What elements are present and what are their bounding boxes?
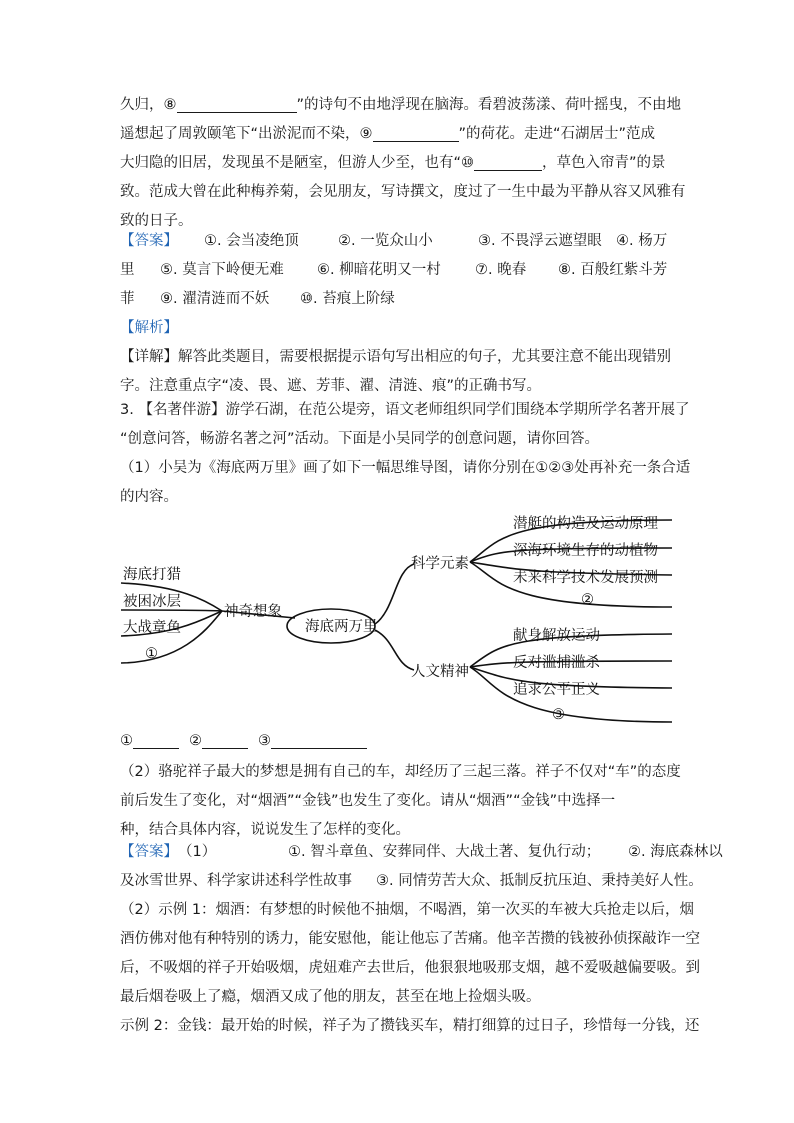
mindmap-bottom-item: 追求公平正义 [513, 682, 600, 698]
answer-item: ⑧. 百般红紫斗芳 [558, 262, 668, 278]
mindmap-hub-science: 科学元素 [411, 556, 469, 572]
blank-9 [373, 124, 459, 142]
text-line: 大归隐的旧居，发现虽不是陋室，但游人少至，也有“⑩ ，草色入帘青”的景 [120, 155, 666, 171]
mindmap-bottom-item: 献身解放运动 [513, 628, 600, 644]
text-line: 的内容。 [120, 489, 178, 505]
text-line: （2）骆驼祥子最大的梦想是拥有自己的车，却经历了三起三落。祥子不仅对“车”的态度 [120, 764, 681, 780]
answer-item: ⑥. 柳暗花明又一村 [317, 262, 441, 278]
text-line: 致。范成大曾在此种梅养菊，会见朋友，写诗撰文，度过了一生中最为平静从容又风雅有 [120, 184, 686, 200]
answer-item: ①. 会当凌绝顶 [204, 233, 299, 249]
text-line: 最后烟卷吸上了瘾，烟酒又成了他的朋友，甚至在地上捡烟头吸。 [120, 989, 541, 1005]
text-line: 前后发生了变化，对“烟酒”“金钱”也发生了变化。请从“烟酒”“金钱”中选择一 [120, 793, 616, 809]
text-line: 字。注意重点字“凌、畏、遮、芳菲、濯、清涟、痕”的正确书写。 [120, 378, 542, 394]
answer-item: ⑨. 濯清涟而不妖 [160, 291, 270, 307]
blank-1 [133, 731, 179, 749]
mindmap-hub-imagination: 神奇想象 [224, 604, 282, 620]
text-line: 【详解】解答此类题目，需要根据提示语句写出相应的句子，尤其要注意不能出现错别 [120, 349, 671, 365]
text-line: 遥想起了周敦颐笔下“出淤泥而不染，⑨ ”的荷花。走进“石湖居士”范成 [120, 126, 656, 142]
answer-item: 里 [120, 262, 135, 278]
blank-10 [474, 153, 542, 171]
blank-2 [202, 731, 248, 749]
mindmap-left-item: ① [145, 646, 158, 662]
answer-blanks [120, 727, 680, 756]
text-line [120, 285, 680, 314]
text-line: （1）小吴为《海底两万里》画了如下一幅思维导图，请你分别在①②③处再补充一条合适 [120, 460, 691, 476]
text-line: 酒仿佛对他有种特别的诱力，能安慰他，能让他忘了苦痛。他辛苦攒的钱被孙侦探敲诈一空 [120, 931, 700, 947]
text-line [120, 227, 680, 256]
text-line: 及冰雪世界、科学家讲述科学性故事 ③. 同情劳苦大众、抵制反抗压迫、秉持美好人性。 [120, 873, 703, 889]
blank-8 [177, 95, 297, 113]
text-line: 致的日子。 [120, 213, 193, 229]
text-line: 【答案】（1） ①. 智斗章鱼、安葬同伴、大战土著、复仇行动； ②. 海底森林以 [120, 844, 723, 860]
mindmap-top-item: 深海环境生存的动植物 [513, 543, 658, 559]
text-line: 后，不吸烟的祥子开始吸烟，虎妞难产去世后，他狠狠地吸那支烟，越不爱吸越偏要吸。到 [120, 960, 700, 976]
mindmap-left-item: 被困冰层 [123, 594, 181, 610]
answer-tag: 【答案】 [120, 233, 178, 249]
mindmap-bottom-item: ③ [552, 707, 565, 723]
text-line: “创意问答，畅游名著之河”活动。下面是小吴同学的创意问题，请你回答。 [120, 431, 600, 447]
text-line: ① ② ③ [120, 727, 680, 756]
mindmap-top-item: ② [581, 592, 594, 608]
text-line: 示例 2：金钱：最开始的时候，祥子为了攒钱买车，精打细算的过日子，珍惜每一分钱，还 [120, 1018, 700, 1034]
answer-block-1 [120, 227, 680, 401]
analysis-tag: 【解析】 [120, 320, 178, 336]
answer-block-2 [120, 838, 723, 1041]
answer-item: ④. 杨万 [616, 233, 668, 249]
answer-item: ⑦. 晚春 [475, 262, 527, 278]
mindmap-center: 海底两万里 [305, 619, 378, 635]
mindmap-left-item: 大战章鱼 [123, 620, 181, 636]
mindmap-hub-humanity: 人文精神 [411, 664, 469, 680]
mindmap-top-item: 潜艇的构造及运动原理 [513, 516, 658, 532]
answer-item: ②. 一览众山小 [338, 233, 433, 249]
answer-item: 菲 [120, 291, 135, 307]
question-3-2 [120, 758, 680, 845]
answer-tag: 【答案】 [120, 844, 178, 860]
text-line: 种，结合具体内容，说说发生了怎样的变化。 [120, 822, 410, 838]
mindmap-left-item: 海底打猎 [123, 567, 181, 583]
text-line: 3. 【名著伴游】游学石湖，在范公堤旁，语文老师组织同学们围绕本学期所学名著开展了 [120, 402, 690, 418]
detail-tag: 【详解】 [120, 349, 178, 365]
intro-paragraph [120, 91, 686, 236]
answer-item: ⑤. 莫言下岭便无难 [160, 262, 284, 278]
mindmap-top-item: 未来科学技术发展预测 [513, 570, 658, 586]
text-line: （2）示例 1：烟酒：有梦想的时候他不抽烟，不喝酒，第一次买的车被大兵抢走以后，烟 [120, 902, 695, 918]
text-line [120, 256, 680, 285]
mindmap-bottom-item: 反对滥捕滥杀 [513, 655, 600, 671]
blank-3 [271, 731, 367, 749]
answer-item: ③. 不畏浮云遮望眼 [478, 233, 602, 249]
mind-map [0, 500, 794, 735]
question-3 [120, 396, 691, 512]
answer-item: ⑩. 苔痕上阶绿 [300, 291, 395, 307]
text-line: 久归，⑧ ”的诗句不由地浮现在脑海。看碧波荡漾、荷叶摇曳，不由地 [120, 97, 682, 113]
